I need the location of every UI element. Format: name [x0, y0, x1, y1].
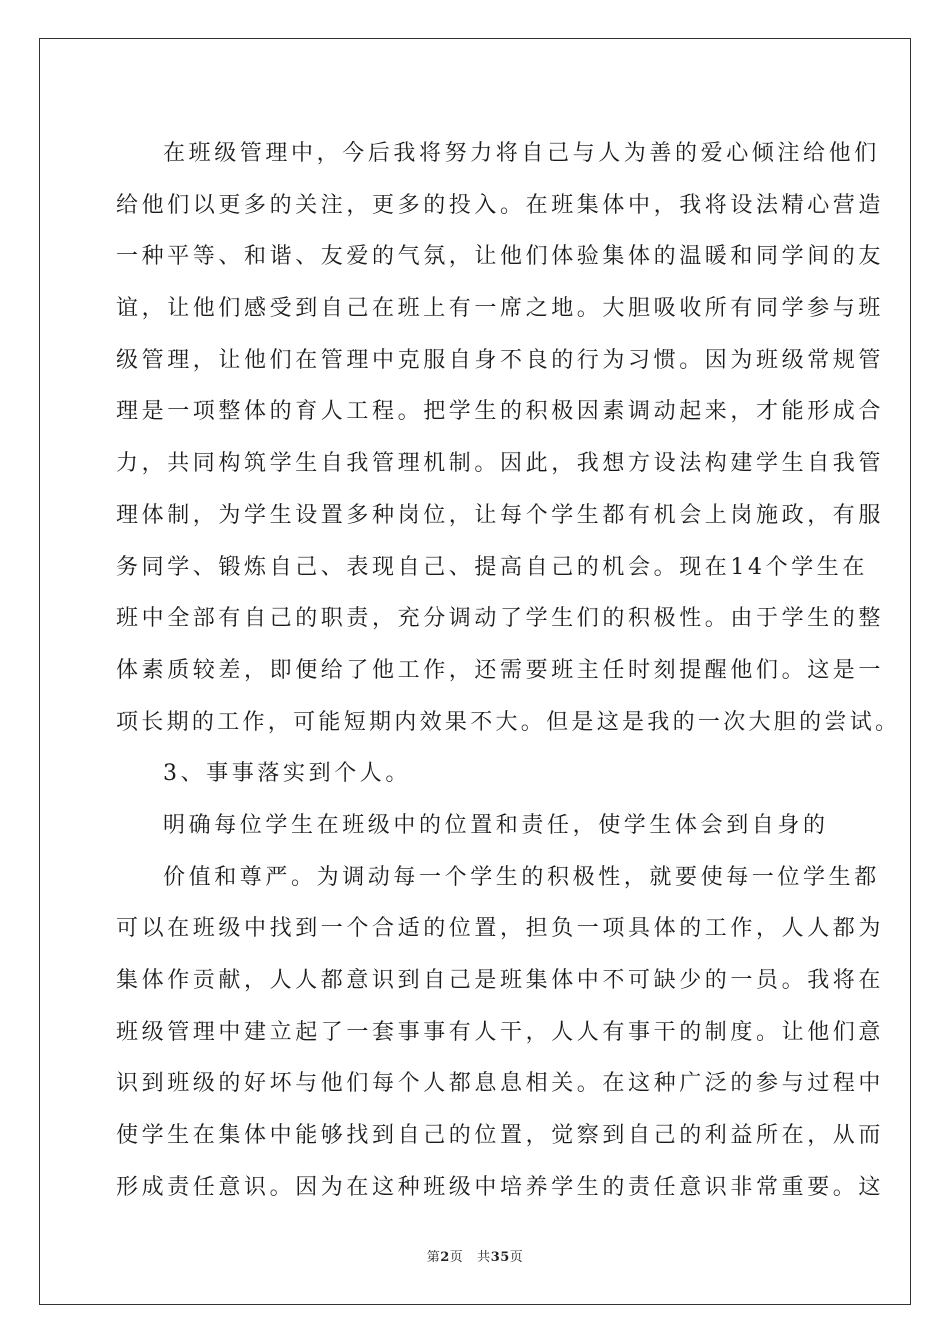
- text-line: 级管理，让他们在管理中克服自身不良的行为习惯。因为班级常规管: [116, 347, 885, 373]
- text-line: 可以在班级中找到一个合适的位置，担负一项具体的工作，人人都为: [116, 916, 885, 942]
- page-number: 2: [440, 1250, 450, 1265]
- text-line: 体素质较差，即便给了他工作，还需要班主任时刻提醒他们。这是一: [116, 657, 885, 683]
- text-line: 谊，让他们感受到自己在班上有一席之地。大胆吸收所有同学参与班: [116, 296, 885, 322]
- text-line: 识到班级的好坏与他们每个人都息息相关。在这种广泛的参与过程中: [116, 1071, 885, 1097]
- text-line: 价值和尊严。为调动每一个学生的积极性，就要使每一位学生都: [163, 864, 880, 890]
- page-footer: [0, 1246, 950, 1265]
- text-line: 务同学、锻炼自己、表现自己、提高自己的机会。现在14个学生在: [116, 554, 868, 580]
- total-suffix: 页: [509, 1250, 524, 1265]
- text-line: 集体作贡献，人人都意识到自己是班集体中不可缺少的一员。我将在: [116, 968, 885, 993]
- total-pages: 35: [490, 1250, 510, 1265]
- text-line: 项长期的工作，可能短期内效果不大。但是这是我的一次大胆的尝试。: [116, 709, 901, 735]
- text-line: 在班级管理中，今后我将努力将自己与人为善的爱心倾注给他们: [163, 141, 880, 166]
- text-line: 明确每位学生在班级中的位置和责任，使学生体会到自身的: [163, 812, 829, 838]
- text-line: 力，共同构筑学生自我管理机制。因此，我想方设法构建学生自我管: [116, 451, 885, 477]
- text-line: 一种平等、和谐、友爱的气氛，让他们体验集体的温暖和同学间的友: [116, 244, 885, 270]
- text-line: 班级管理中建立起了一套事事有人干，人人有事干的制度。让他们意: [116, 1019, 885, 1045]
- document-body: [116, 128, 901, 1213]
- section-heading: 3、事事落实到个人。: [163, 761, 411, 787]
- text-line: 班中全部有自己的职责，充分调动了学生们的积极性。由于学生的整: [116, 606, 885, 632]
- text-line: 使学生在集体中能够找到自己的位置，觉察到自己的利益所在，从而: [116, 1123, 885, 1149]
- text-line: 理是一项整体的育人工程。把学生的积极因素调动起来，才能形成合: [116, 399, 885, 425]
- page-prefix: 第: [426, 1250, 441, 1265]
- text-line: 理体制，为学生设置多种岗位，让每个学生都有机会上岗施政，有服: [116, 502, 885, 528]
- text-line: 给他们以更多的关注，更多的投入。在班集体中，我将设法精心营造: [116, 192, 885, 218]
- page-suffix: 页: [449, 1250, 464, 1265]
- text-line: 形成责任意识。因为在这种班级中培养学生的责任意识非常重要。这: [116, 1174, 885, 1200]
- total-prefix: 共: [477, 1250, 491, 1265]
